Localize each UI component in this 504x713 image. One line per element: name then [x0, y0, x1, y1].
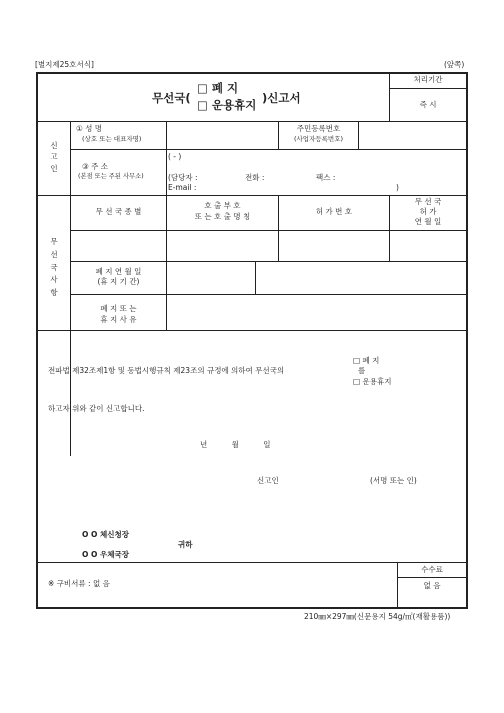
closure-value-divider — [255, 261, 256, 294]
col-license-date-3: 연 월 일 — [414, 217, 442, 226]
col-callsign-1: 호 출 부 호 — [204, 201, 241, 210]
name-sublabel: (상호 또는 대표자명) — [82, 135, 142, 143]
addr-divider — [166, 149, 167, 195]
reason-divider — [166, 294, 167, 330]
recipient-telecom-office: O O 체신청장 — [82, 530, 129, 539]
title-suffix: )신고서 — [262, 91, 301, 105]
paper-spec: 210㎜×297㎜(신문용지 54g/㎡(재활용품)) — [304, 612, 451, 621]
statement-option-particle: 를 — [358, 366, 366, 375]
col-station-type: 무 선 국 종 별 — [95, 207, 142, 216]
title-option-closure: □ 폐 지 — [197, 81, 239, 95]
fee-value: 없 음 — [423, 581, 441, 590]
regno-value-divider — [358, 121, 359, 149]
processing-period-label: 처리기간 — [413, 75, 443, 84]
col-license-date-2: 허 가 — [419, 207, 437, 216]
statement-option-closure: □ 폐 지 — [353, 356, 380, 365]
applicant-section-label: 신고인 — [50, 141, 58, 173]
contact-person: (담당자 : — [168, 173, 198, 182]
col-license-number: 허 가 번 호 — [315, 207, 353, 216]
station-bottom — [36, 330, 468, 331]
frame-right — [466, 72, 468, 609]
station-row-bottom — [70, 261, 468, 262]
frame-left — [36, 72, 38, 609]
processing-period-value: 즉 시 — [419, 100, 437, 109]
col-callsign-2: 또 는 호 출 명 칭 — [194, 212, 251, 221]
email-label: E-mail : — [168, 183, 197, 192]
reason-label-1: 폐 지 또 는 — [100, 304, 137, 313]
form-number: [별지제25호서식] — [35, 60, 94, 69]
address-sublabel: (본점 또는 주된 사무소) — [78, 173, 144, 180]
name-row-bottom — [70, 149, 468, 150]
fee-row-divider — [397, 577, 466, 578]
title-option-suspend: □ 운용휴지 — [197, 98, 257, 112]
closure-row-bottom — [70, 294, 468, 295]
reporter-label: 신고인 — [257, 476, 279, 485]
recipient-honorific: 귀하 — [178, 540, 193, 549]
address-label: ③ 주 소 — [82, 162, 108, 171]
fax-label: 팩스 : — [316, 173, 336, 182]
signature-label: (서명 또는 인) — [370, 476, 417, 485]
fee-label: 수수료 — [421, 565, 443, 574]
closure-date-label-2: (휴 지 기 간) — [97, 277, 140, 286]
closure-date-divider — [166, 261, 167, 294]
processing-divider — [389, 88, 466, 89]
col-license-date-1: 무 선 국 — [414, 197, 442, 206]
frame-bottom — [36, 607, 468, 609]
statement-line-2: 하고자 위와 같이 신고합니다. — [48, 404, 145, 413]
report-date: 년 월 일 — [200, 440, 271, 449]
name-divider — [166, 121, 167, 149]
phone-label: 전화 : — [245, 173, 265, 182]
title-prefix: 무선국( — [152, 91, 191, 105]
station-section-label: 무선국사항 — [50, 237, 58, 297]
station-header-bottom — [70, 230, 468, 231]
footer-top — [36, 562, 468, 563]
reason-label-2: 휴 지 사 유 — [100, 315, 137, 324]
recipient-post-office: O O 우체국장 — [82, 550, 129, 559]
required-documents: ※ 구비서류 : 없 음 — [48, 579, 110, 588]
statement-option-suspend: □ 운용휴지 — [353, 377, 392, 386]
page-side: (앞쪽) — [444, 60, 465, 69]
row-divider — [36, 121, 468, 122]
applicant-bottom — [36, 195, 468, 196]
statement-line-1: 전파법 제32조제1항 및 동법시행규칙 제23조의 규정에 의하여 무선국의 — [48, 366, 285, 375]
regno-label: 주민등록번호 — [296, 124, 341, 133]
closure-date-label-1: 폐 지 연 월 일 — [95, 267, 142, 276]
postal-code: ( - ) — [168, 152, 182, 161]
contact-close: ) — [396, 183, 399, 192]
col-license-left — [278, 195, 279, 261]
frame-top — [36, 72, 468, 74]
regno-sublabel: (사업자등록번호) — [293, 135, 344, 143]
name-label: ① 성 명 — [76, 124, 102, 133]
